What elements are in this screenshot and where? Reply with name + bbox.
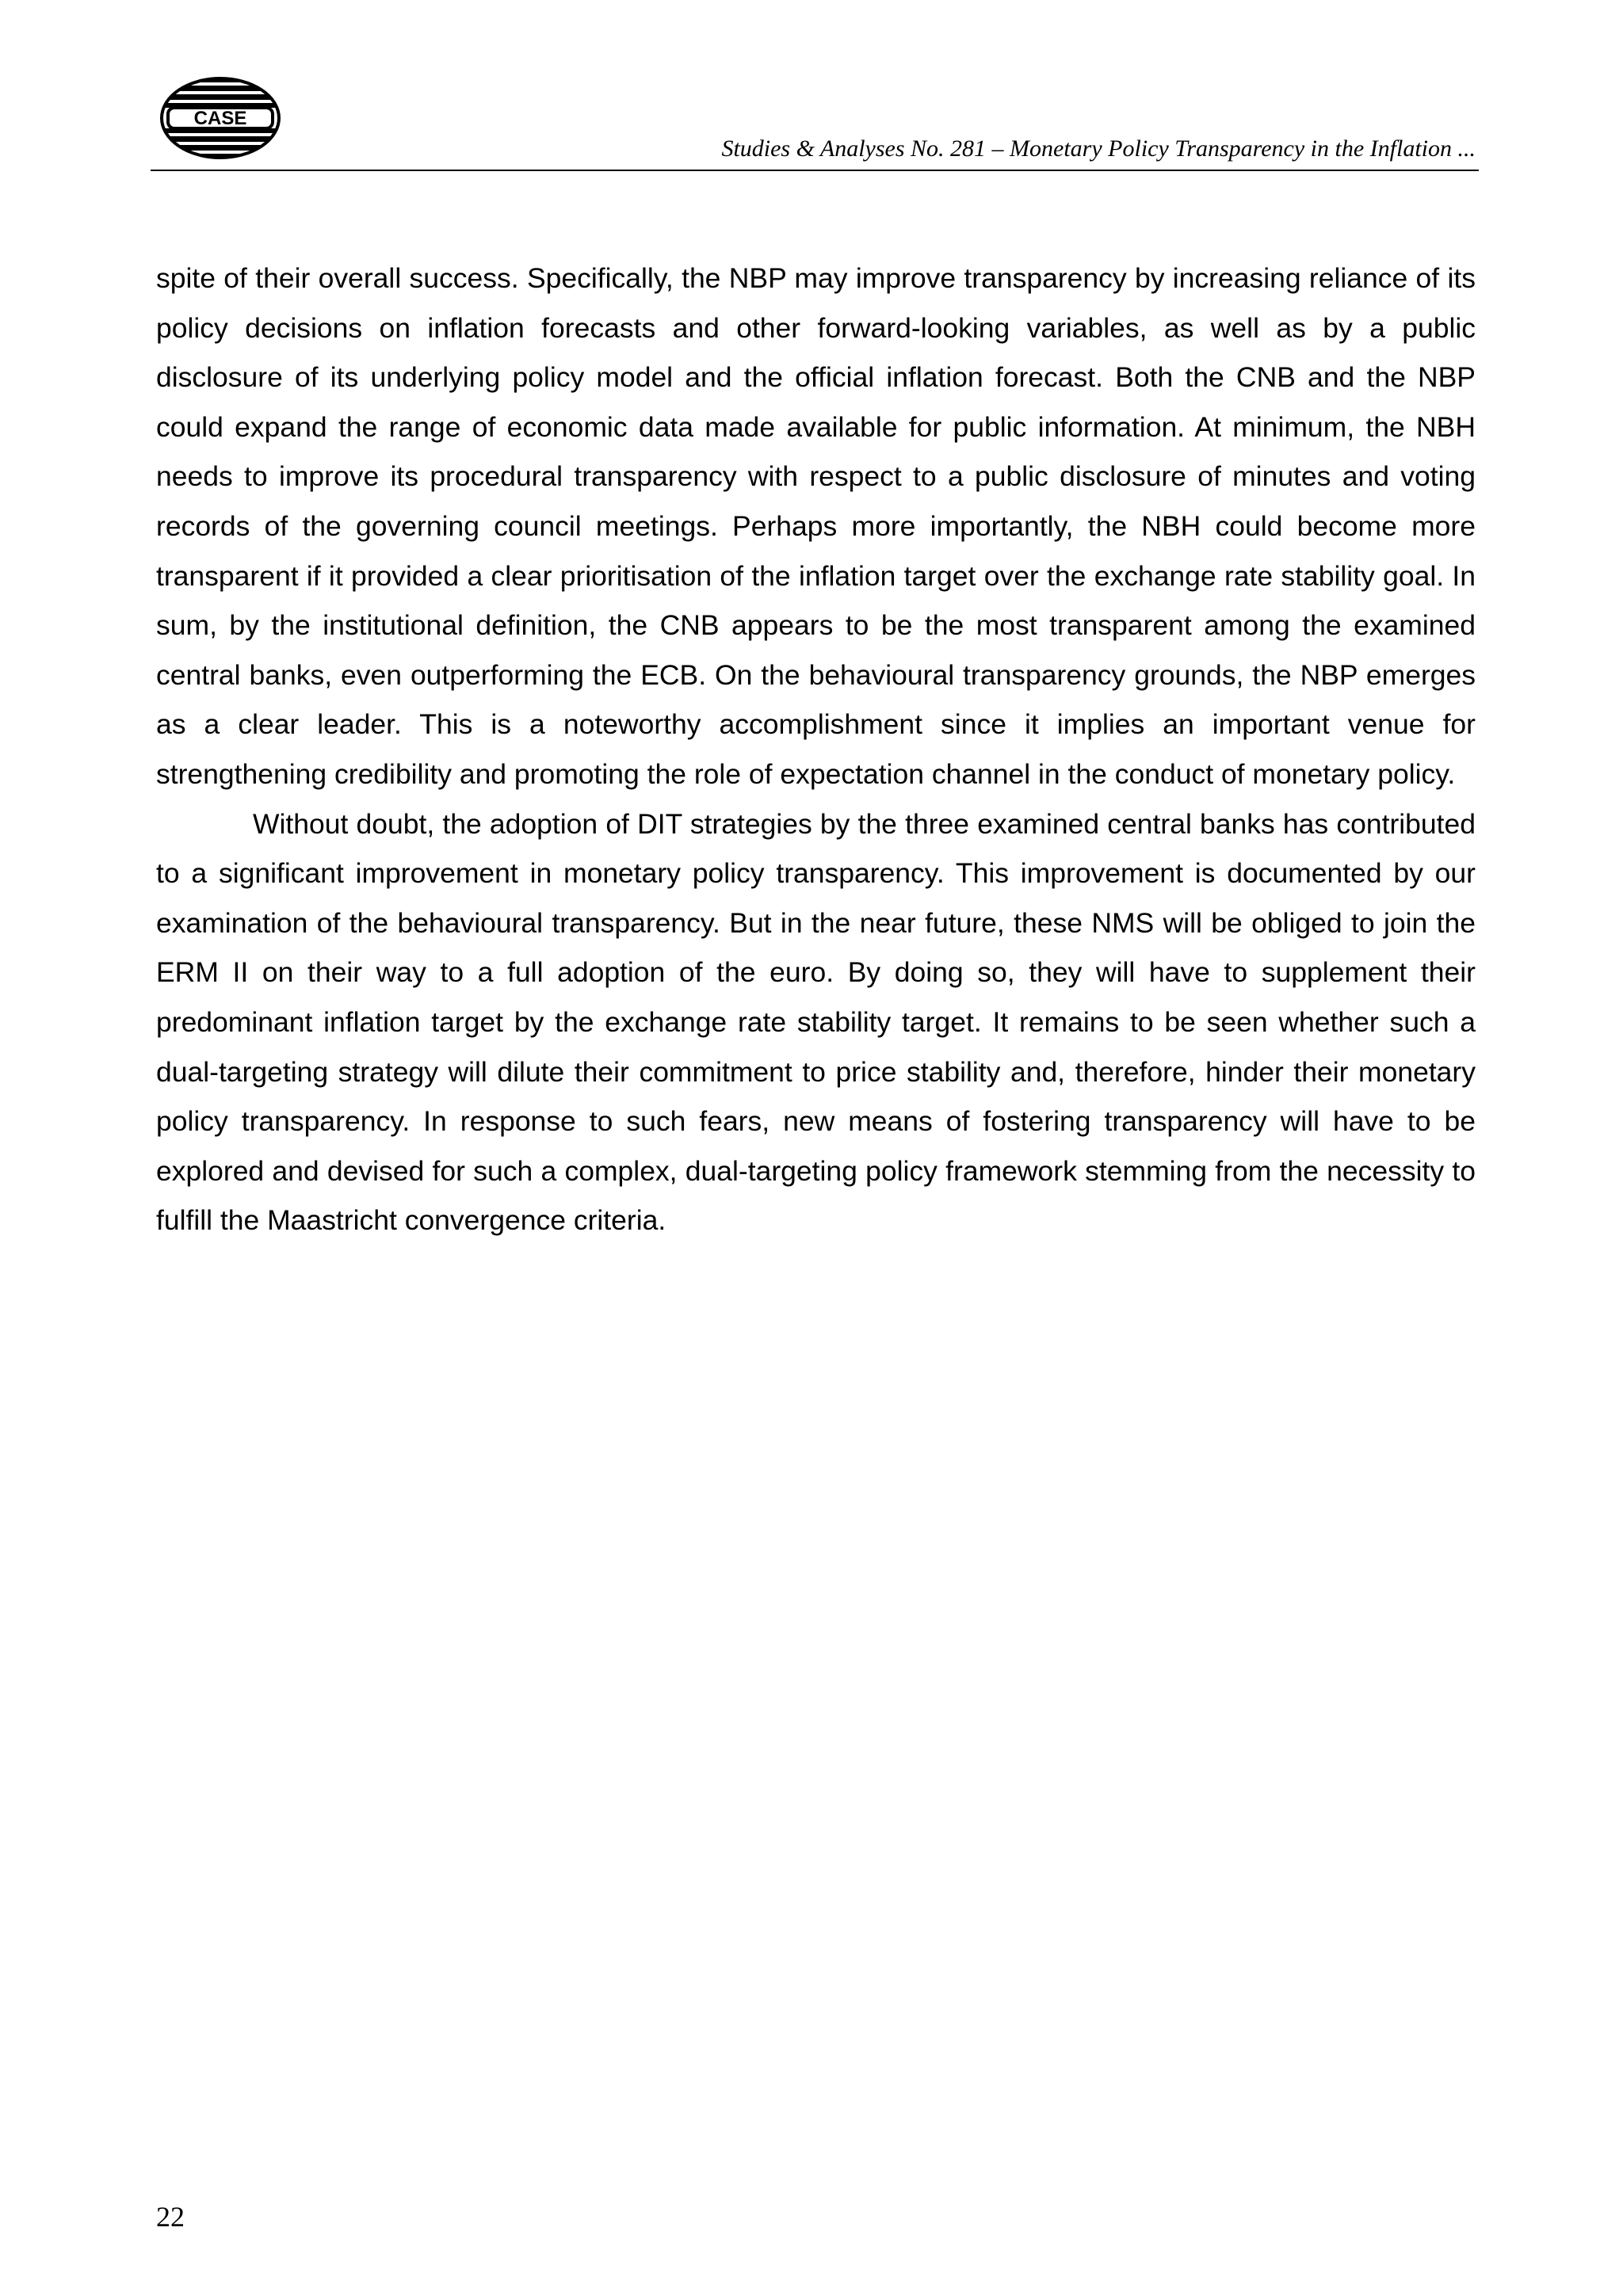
header-rule	[151, 170, 1479, 171]
case-logo	[157, 74, 284, 162]
body-text	[156, 254, 1476, 1245]
paragraph: Without doubt, the adoption of DIT strategies by the three examined central banks has contributed to a significant improvement in monetary policy transparency. This improvement is documented by our examination of the behavioural transparency. But in the near future, these NMS will be obliged to join the ERM II on their way to a full adoption of the euro. By doing so, they will have to supplement their predominant inflation target by the exchange rate stability target. It remains to be seen whether such a dual-targeting strategy will dilute their commitment to price stability and, therefore, hinder their monetary policy transparency. In response to such fears, new means of fostering transparency will have to be explored and devised for such a complex, dual-targeting policy framework stemming from the necessity to fulfill the Maastricht convergence criteria.	[156, 807, 1476, 1237]
running-head: Studies & Analyses No. 281 – Monetary Policy Transparency in the Inflation ...	[721, 135, 1476, 162]
paragraph: spite of their overall success. Specifically, the NBP may improve transparency by increasing reliance of its policy decisions on inflation forecasts and other forward-looking variables, as well as by a public disclosure of its underlying policy model and the official inflation forecast. Both the CNB and the NBP could expand the range of economic data made available for public information. At minimum, the NBH needs to improve its procedural transparency with respect to a public disclosure of minutes and voting records of the governing council meetings. Perhaps more importantly, the NBH could become more transparent if it provided a clear prioritisation of the inflation target over the exchange rate stability goal. In sum, by the institutional definition, the CNB appears to be the most transparent among the examined central banks, even outperforming the ECB. On the behavioural transparency grounds, the NBP emerges as a clear leader. This is a noteworthy accomplishment since it implies an important venue for strengthening credibility and promoting the role of expectation channel in the conduct of monetary policy.	[156, 262, 1476, 790]
logo-text: CASE	[193, 108, 247, 129]
page-number: 22	[156, 2201, 185, 2233]
